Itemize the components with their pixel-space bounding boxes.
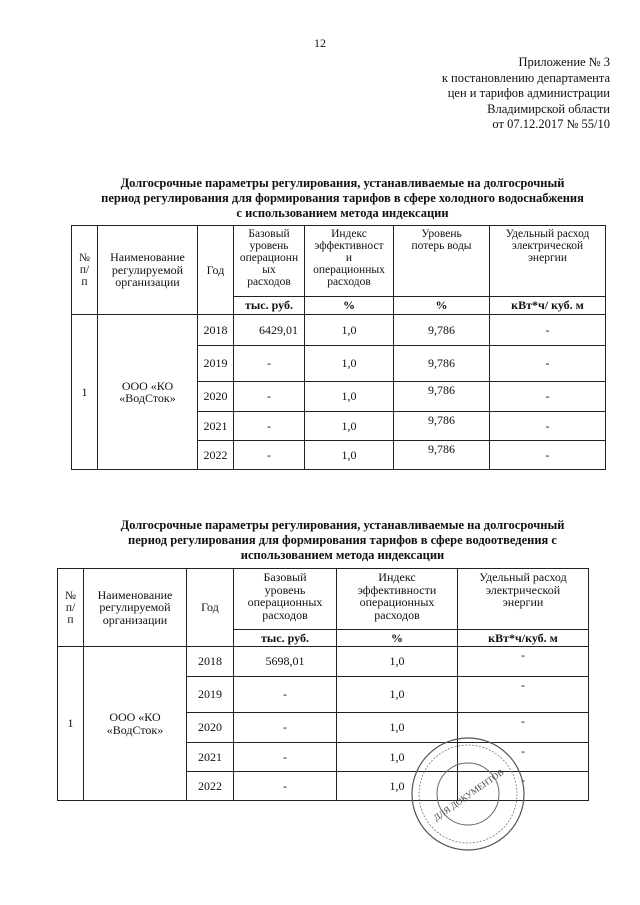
cell-index: 1,0 [337, 743, 458, 772]
cell-base: - [234, 677, 337, 713]
cell-index: 1,0 [337, 647, 458, 677]
cell-base: 6429,01 [234, 315, 305, 346]
unit-loss: % [394, 297, 490, 315]
unit-index: % [337, 630, 458, 647]
table1-title [85, 176, 600, 221]
header-water-loss: Уровень потерь воды [394, 226, 490, 297]
header-org: Наименование регулируемой организации [84, 569, 187, 647]
cell-year: 2018 [198, 315, 234, 346]
cell-base: - [234, 346, 305, 382]
cell-year: 2021 [198, 412, 234, 441]
title-line: с использованием метода индексации [236, 206, 449, 220]
cell-loss: 9,786 [394, 315, 490, 346]
official-seal-stamp [408, 734, 528, 854]
cell-index: 1,0 [337, 772, 458, 801]
header-efficiency-index: Индекс эффективности операционных расходов [337, 569, 458, 630]
cell-index: 1,0 [305, 412, 394, 441]
cell-year: 2020 [198, 382, 234, 412]
unit-base: тыс. руб. [234, 297, 305, 315]
header-base-costs: Базовый уровень операционных расходов [234, 569, 337, 630]
header-energy: Удельный расход электрической энергии [490, 226, 606, 297]
appendix-line: Владимирской области [487, 101, 610, 116]
cell-energy: - [490, 315, 606, 346]
page-number: 12 [314, 36, 326, 50]
cell-loss: 9,786 [394, 412, 490, 441]
title-line: Долгосрочные параметры регулирования, устанавливаемые на долгосрочный [120, 518, 565, 532]
title-line: период регулирования для формирования тарифов в сфере водоотведения с [128, 533, 557, 547]
cell-index: 1,0 [337, 713, 458, 743]
unit-base: тыс. руб. [234, 630, 337, 647]
cell-base: - [234, 772, 337, 801]
unit-energy: кВт*ч/куб. м [458, 630, 589, 647]
cell-loss: 9,786 [394, 346, 490, 382]
unit-energy: кВт*ч/ куб. м [490, 297, 606, 315]
table2-title [85, 518, 600, 563]
cold-water-params-table [71, 225, 606, 470]
title-line: использованием метода индексации [240, 548, 445, 562]
cell-energy: - [490, 382, 606, 412]
cell-year: 2021 [187, 743, 234, 772]
cell-year: 2022 [198, 441, 234, 470]
cell-energy: - [458, 677, 589, 713]
appendix-line: цен и тарифов администрации [447, 86, 610, 100]
cell-index: 1,0 [337, 677, 458, 713]
header-org: Наименование регулируемой организации [98, 226, 198, 315]
cell-year: 2020 [187, 713, 234, 743]
cell-year: 2019 [198, 346, 234, 382]
cell-energy: - [458, 713, 589, 743]
cell-year: 2022 [187, 772, 234, 801]
cell-year: 2019 [187, 677, 234, 713]
header-year: Год [198, 226, 234, 315]
unit-index: % [305, 297, 394, 315]
header-num: № п/ п [58, 569, 84, 647]
cell-index: 1,0 [305, 441, 394, 470]
header-year: Год [187, 569, 234, 647]
cell-base: - [234, 441, 305, 470]
cell-energy: - [490, 412, 606, 441]
header-num: № п/ п [72, 226, 98, 315]
cell-base: 5698,01 [234, 647, 337, 677]
table-row [72, 315, 606, 346]
cell-energy: - [490, 346, 606, 382]
cell-energy: - [490, 441, 606, 470]
appendix-header [442, 55, 610, 133]
cell-base: - [234, 412, 305, 441]
cell-energy: - [458, 743, 589, 772]
cell-base: - [234, 713, 337, 743]
appendix-line: Приложение № 3 [518, 55, 610, 69]
cell-index: 1,0 [305, 346, 394, 382]
cell-index: 1,0 [305, 382, 394, 412]
appendix-line: к постановлению департамента [441, 70, 610, 85]
header-base-costs: Базовый уровень операционн ых расходов [234, 226, 305, 297]
cell-year: 2018 [187, 647, 234, 677]
org-num: 1 [72, 315, 98, 470]
cell-index: 1,0 [305, 315, 394, 346]
header-efficiency-index: Индекс эффективност и операционных расходов [305, 226, 394, 297]
cell-loss: 9,786 [394, 382, 490, 412]
header-energy: Удельный расход электрической энергии [458, 569, 589, 630]
org-num: 1 [58, 647, 84, 801]
cell-loss: 9,786 [394, 441, 490, 470]
cell-energy: - [458, 647, 589, 677]
table-row [58, 647, 589, 677]
appendix-line: от 07.12.2017 № 55/10 [492, 117, 610, 131]
title-line: период регулирования для формирования тарифов в сфере холодного водоснабжения [101, 191, 584, 205]
cell-base: - [234, 743, 337, 772]
title-line: Долгосрочные параметры регулирования, устанавливаемые на долгосрочный [120, 176, 565, 190]
org-name: ООО «КО «ВодСток» [98, 315, 198, 470]
org-name: ООО «КО «ВодСток» [84, 647, 187, 801]
seal-center-text: ДЛЯ ДОКУМЕНТОВ [431, 766, 506, 823]
cell-energy: - [458, 772, 589, 801]
cell-base: - [234, 382, 305, 412]
